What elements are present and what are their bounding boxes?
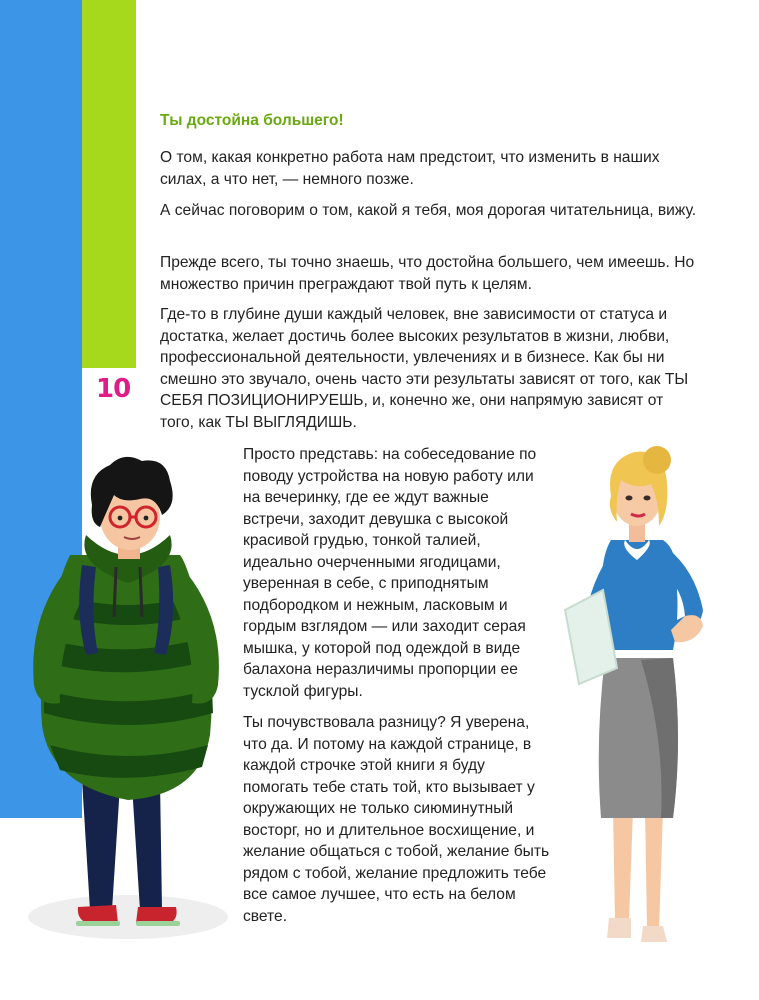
paragraph: А сейчас поговорим о том, какой я тебя, моя дорогая читательница, вижу. bbox=[160, 202, 697, 219]
blonde-woman-illustration bbox=[555, 440, 730, 945]
page-number: 10 bbox=[96, 374, 131, 404]
hooded-person-illustration bbox=[20, 455, 235, 955]
paragraph: Где-то в глубине души каждый человек, вне зависимости от статуса и достатка, желает достичь более высоких результатов в жизни, любви, профессиональной деятельности, увлечениях и в бизнесе. Как бы ни смешно это звучало, очень часто эти результаты зависят от того, как ТЫ СЕБЯ ПОЗИЦИОНИРУЕШЬ, и, конечно же, они напрямую зависят от того, как ТЫ ВЫГЛЯДИШЬ. bbox=[160, 306, 689, 431]
paragraph: Прежде всего, ты точно знаешь, что достойна большего, чем имеешь. Но множество причин преграждают твой путь к целям. bbox=[160, 254, 695, 293]
green-side-bar bbox=[82, 0, 136, 368]
paragraph: О том, какая конкретно работа нам предстоит, что изменить в наших силах, а что нет, — немного позже. bbox=[160, 149, 660, 188]
column-paragraph: Ты почувствовала разницу? Я уверена, что да. И потому на каждой странице, в каждой строчке этой книги я буду помогать тебе стать той, кто вызывает у окружающих не только сиюминутный восторг, но и длительное восхищение, и желание общаться с тобой, желание быть рядом с тобой, желание предложить тебе все самое лучшее, что есть на белом свете. bbox=[243, 714, 550, 925]
column-paragraph: Просто представь: на собеседование по поводу устройства на новую работу или на вечеринку, где ее ждут важные встречи, заходит девушка с высокой красивой грудью, тонкой талией, идеально очерченными ягодицами, уверенная в себе, с приподнятым подбородком и нежным, ласковым и гордым взглядом — или заходит серая мышка, у которой под одеждой в виде балахона неразличимы пропорции ее тусклой фигуры. bbox=[243, 446, 537, 700]
section-heading: Ты достойна большего! bbox=[160, 112, 344, 129]
